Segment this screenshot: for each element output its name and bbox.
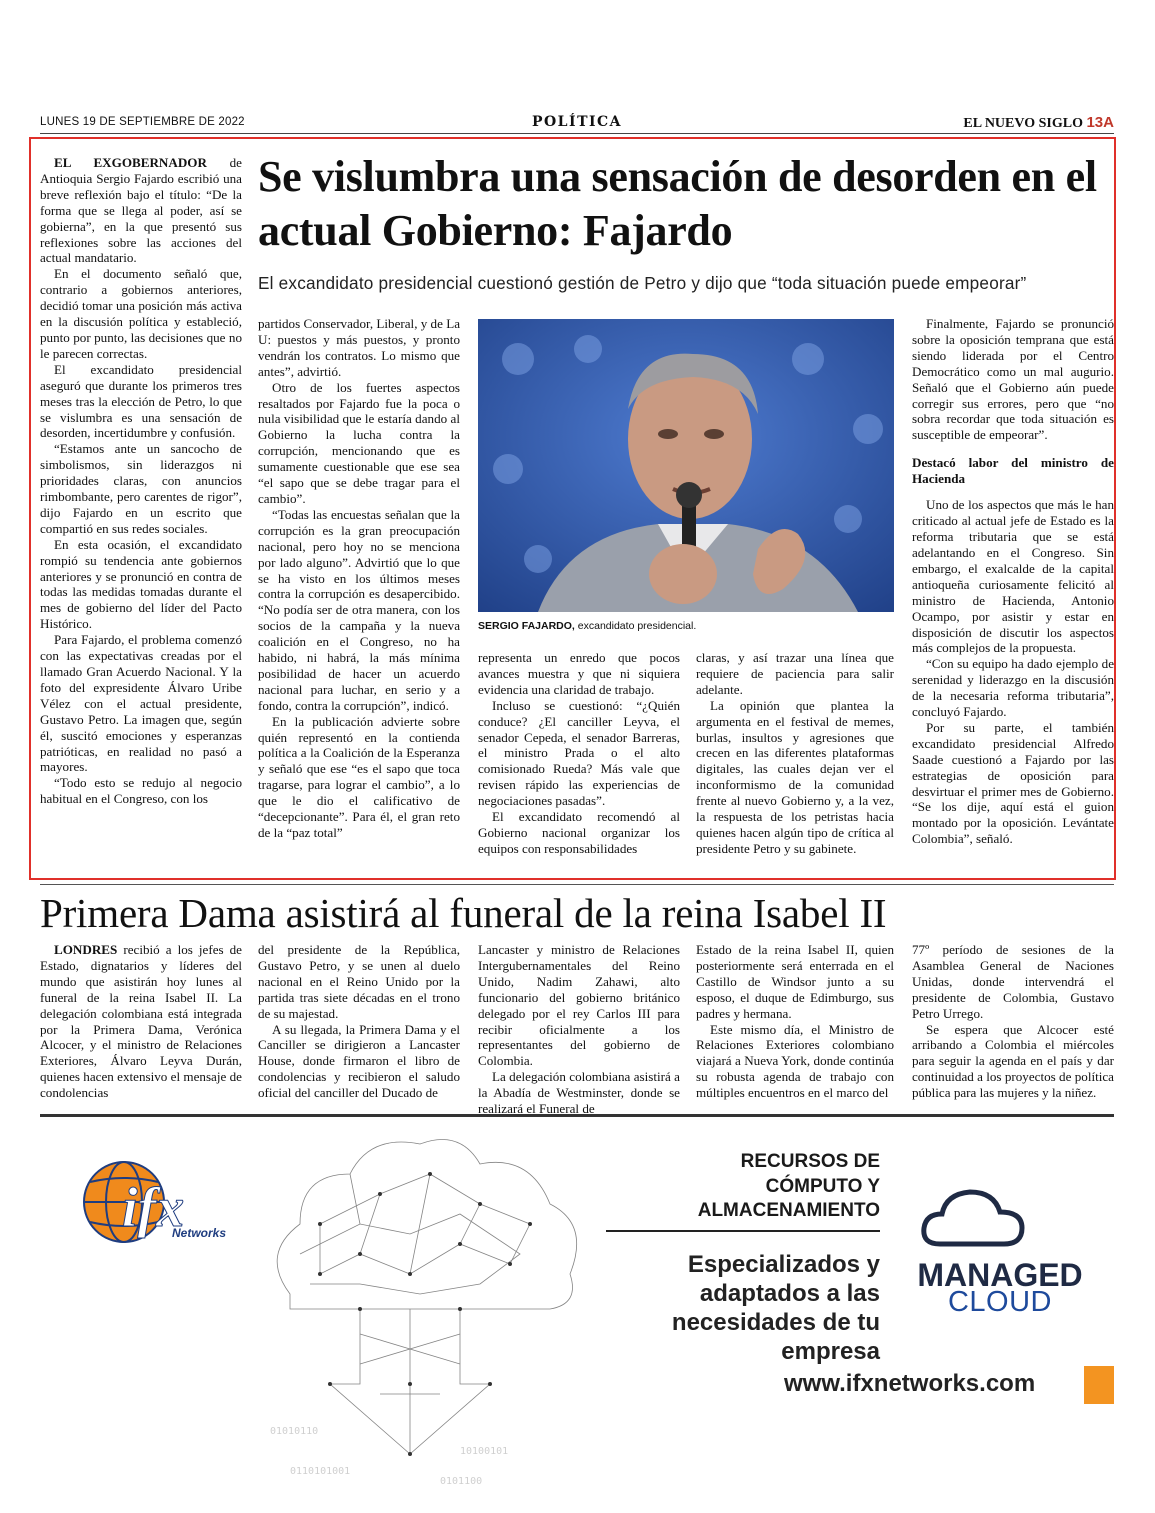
advertisement <box>40 1122 1114 1502</box>
article-column-2 <box>258 316 460 866</box>
ad-title-underline <box>606 1230 880 1232</box>
article-column-3 <box>478 650 680 870</box>
paragraph: Por su parte, el también excandidato presidencial Alfredo Saade cuestionó a Fajardo por las estrategias de oposición para desvirtuar el primer mes de Gobierno. “Se los dije, aquí está el guion montado por la oposición. Levántate Colombia”, señaló. <box>912 719 1114 847</box>
ad-orange-block <box>1084 1366 1114 1404</box>
paragraph: claras, y así trazar una línea que requiere de paciencia para salir adelante. <box>696 650 894 697</box>
ad-title-line: ALMACENAMIENTO <box>697 1200 880 1221</box>
paragraph: del presidente de la República, Gustavo Petro, y se unen al duelo nacional en el Reino Unido por la partida tras siete décadas en el trono de su majestad. <box>258 942 460 1021</box>
paragraph: La delegación colombiana asistirá a la Abadía de Westminster, donde se realizará el Funeral de <box>478 1069 680 1117</box>
paper-name: EL NUEVO SIGLO <box>963 116 1083 131</box>
caption-name: SERGIO FAJARDO, <box>478 620 575 632</box>
paragraph: Uno de los aspectos que más le han criticado al actual jefe de Estado es la reforma tributaria que se está adelantando en el Congreso. Sin embargo, el exalcalde de la capital antioqueña curiosamente felicitó al ministro de Hacienda, Antonio Ocampo, por asistir y estar en disposición de discutir los aspectos más complejos de la propuesta. <box>912 497 1114 656</box>
ad-title-line: CÓMPUTO Y <box>765 1175 880 1197</box>
ad-title <box>606 1150 880 1224</box>
svg-text:01010110: 01010110 <box>270 1426 319 1437</box>
logo-subtitle: Networks <box>172 1226 227 1240</box>
svg-text:0110101001: 0110101001 <box>290 1466 351 1477</box>
article2-column-1 <box>40 942 242 1102</box>
article-column-5 <box>912 316 1114 866</box>
article-headline: Se vislumbra una sensación de desorden en el actual Gobierno: Fajardo <box>258 152 1097 255</box>
paragraph: El excandidato presidencial aseguró que durante los primeros tres meses tras la elección de Petro, lo que se vislumbra es una sensación de desorden, incertidumbre y confusión. <box>40 361 242 441</box>
network-cloud-upload-arrow-icon <box>260 1134 590 1494</box>
svg-text:0101100: 0101100 <box>440 1476 483 1487</box>
paragraph: de Antioquia Sergio Fajardo escribió una breve reflexión bajo el título: “De la forma que se llega al poder, así se gobierna”, en la que presentó sus reflexiones sobre las acciones del actual mandatario. <box>40 155 242 266</box>
caption-text: excandidato presidencial. <box>574 620 697 632</box>
paragraph: Finalmente, Fajardo se pronunció sobre la oposición temprana que está siendo liderada por el Centro Democrático como un mal augurio. Señaló que el Gobierno aún puede corregir sus errores, pero que “no sobra recordar que toda situación es susceptible de empeorar”. <box>912 316 1114 443</box>
article2-column-3 <box>478 942 680 1117</box>
paragraph: “Con su equipo ha dado ejemplo de serenidad y liderazgo en la discusión de la necesaria reforma tributaria”, concluyó Fajardo. <box>912 656 1114 720</box>
ad-subtitle <box>560 1250 880 1366</box>
paragraph: En el documento señaló que, contrario a gobiernos anteriores, decidió tomar una posición más activa en la discusión política y estableció, punto por punto, las decisiones que no le parecen correctas. <box>40 266 242 361</box>
article-deck: El excandidato presidencial cuestionó gestión de Petro y dijo que “toda situación puede empeorar” <box>258 273 1027 293</box>
divider <box>40 884 1114 885</box>
ad-badge-bottom: CLOUD <box>947 1286 1052 1318</box>
ad-subtitle-line: adaptados a las <box>699 1280 880 1307</box>
paragraph: La opinión que plantea la argumenta en el festival de memes, burlas, insultos y agresiones que crecen en las diferentes plataformas digitales, las cuales dejan ver el inconformismo de la comunidad frente al nuevo Gobierno y, a la vez, la respuesta de los petristas hacia quienes hacen algún tipo de crítica al presidente Petro y su gabinete. <box>696 697 894 856</box>
ad-divider <box>40 1114 1114 1117</box>
paragraph: representa un enredo que pocos avances muestra y que ni siquiera evidencia una claridad de trabajo. <box>478 650 680 697</box>
page-number: 13A <box>1086 114 1114 131</box>
speaker-photo <box>478 319 894 612</box>
page-header <box>40 114 1114 134</box>
paragraph: Incluso se cuestionó: “¿Quién conduce? ¿El canciller Leyva, el senador Cepeda, el senador Barreras, el ministro Prada o el alto comisionado Rueda? Más vale que revisen rápido las experiencias de negociaciones pasadas”. <box>478 697 680 809</box>
paragraph: En la publicación advierte sobre quién representó en la contienda política a la Coalición de la Esperanza y señaló que ese “es el sapo que toca tragarse, para lograr el cambio”, a lo que le dio el calificativo de “decepcionante”. Para él, el gran reto de la “paz total” <box>258 713 460 840</box>
article-column-1 <box>40 155 242 865</box>
ad-badge-top: MANAGED <box>917 1257 1083 1293</box>
article2-headline: Primera Dama asistirá al funeral de la reina Isabel II <box>40 890 887 936</box>
logo-word: ifx <box>122 1177 185 1239</box>
paragraph: recibió a los jefes de Estado, dignatarios y líderes del mundo que asistirán hoy lunes al funeral de la reina Isabel II. La delegación colombiana está integrada por la Primera Dama, Verónica Alcocer, y el ministro de Relaciones Exteriores, Álvaro Leyva Durán, quienes hacen extensivo el mensaje de condolencias <box>40 942 242 1101</box>
ad-title-line: RECURSOS DE <box>740 1151 880 1172</box>
lead-word: EL EXGOBERNADOR <box>54 155 207 170</box>
paragraph: A su llegada, la Primera Dama y el Canciller se dirigieron a Lancaster House, donde firmaron el libro de condolencias y recibieron el saludo oficial del canciller del Ducado de <box>258 1021 460 1101</box>
paragraph: Otro de los fuertes aspectos resaltados por Fajardo fue la poca o nula visibilidad que le estaría dando al Gobierno la lucha contra la corrupción, mencionando que es sumamente cuestionable que ese sea “el sapo que se debe tragar para el cambio”. <box>258 379 460 506</box>
paragraph: Estado de la reina Isabel II, quien posteriormente será enterrada en el Castillo de Windsor junto a su esposo, el duque de Edimburgo, sus padres y hermana. <box>696 942 894 1021</box>
ad-subtitle-line: necesidades de tu <box>671 1309 880 1336</box>
lead-word: LONDRES <box>54 942 118 957</box>
ad-subtitle-line: Especializados y <box>687 1251 880 1278</box>
paragraph: “Todo esto se redujo al negocio habitual en el Congreso, con los <box>40 775 242 807</box>
paragraph: Se espera que Alcocer esté arribando a Colombia el miércoles para seguir la agenda en el país y dar continuidad a los proyectos de política pública para las mujeres y la niñez. <box>912 1021 1114 1101</box>
article-photo <box>478 319 894 612</box>
ad-subtitle-line: empresa <box>781 1338 880 1365</box>
paragraph: 77º período de sesiones de la Asamblea General de Naciones Unidas, donde intervendrá el presidente de Colombia, Gustavo Petro Urrego. <box>912 942 1114 1021</box>
section-name: POLÍTICA <box>531 114 623 130</box>
photo-caption <box>478 620 894 632</box>
paragraph: “Todas las encuestas señalan que la corrupción es la gran preocupación nacional, pero hoy no se menciona por lado alguno”. Advirtió que lo que se ha visto en los últimos meses contra la corrupción es desapercibido. “No podía ser de otra manera, con los socios de la campaña y la nueva coalición en el Congreso, no ha habido, ni habrá, la más mínima posibilidad de hacer un acuerdo nacional para luchar, en serio y a fondo, contra la corrupción”, indicó. <box>258 506 460 713</box>
paragraph: Este mismo día, el Ministro de Relaciones Exteriores colombiano viajará a Nueva York, donde continúa su robusta agenda de trabajo con múltiples encuentros en el marco del <box>696 1021 894 1101</box>
article2-column-4 <box>696 942 894 1102</box>
paragraph: El excandidato recomendó al Gobierno nacional organizar los equipos con responsabilidades <box>478 809 680 856</box>
issue-date: LUNES 19 DE SEPTIEMBRE DE 2022 <box>40 116 245 128</box>
svg-text:10100101: 10100101 <box>460 1446 509 1457</box>
paragraph: partidos Conservador, Liberal, y de La U: puestos y más puestos, y pronto vendrán los contratos. Lo mismo que antes”, advirtió. <box>258 316 461 379</box>
paragraph: “Estamos ante un sancocho de simbolismos, sin liderazgos ni prioridades claras, con anuncios rimbombante, pero carentes de rigor”, dijo Fajardo en un escrito que compartió en sus redes sociales. <box>40 441 242 536</box>
paragraph: En esta ocasión, el excandidato rompió su tendencia ante gobiernos anteriores y se pronunció en contra de todas las medidas tomadas durante el mes de gobierno del líder del Pacto Histórico. <box>40 536 242 632</box>
cloud-outline-icon <box>918 1186 1028 1248</box>
subheading: Destacó labor del ministro de Hacienda <box>912 455 1114 487</box>
article2-column-5 <box>912 942 1114 1102</box>
ad-url: www.ifxnetworks.com <box>784 1370 1036 1397</box>
masthead <box>963 114 1114 132</box>
article2-column-2 <box>258 942 460 1102</box>
paragraph: Para Fajardo, el problema comenzó con las expectativas creadas por el llamado Gran Acuerdo Nacional. Y la foto del expresidente Álvaro Uribe Vélez con el actual presidente, Gustavo Petro. La imagen que, según él, suscitó emociones y esperanzas patrióticas, en realidad no pasó a mayores. <box>40 632 242 775</box>
article-column-4 <box>696 650 894 870</box>
paragraph: Lancaster y ministro de Relaciones Intergubernamentales del Reino Unido, Nadim Zahawi, alto funcionario del gobierno británico delegado por el rey Carlos III para recibir oficialmente a los representantes del gobierno de Colombia. <box>478 942 680 1069</box>
